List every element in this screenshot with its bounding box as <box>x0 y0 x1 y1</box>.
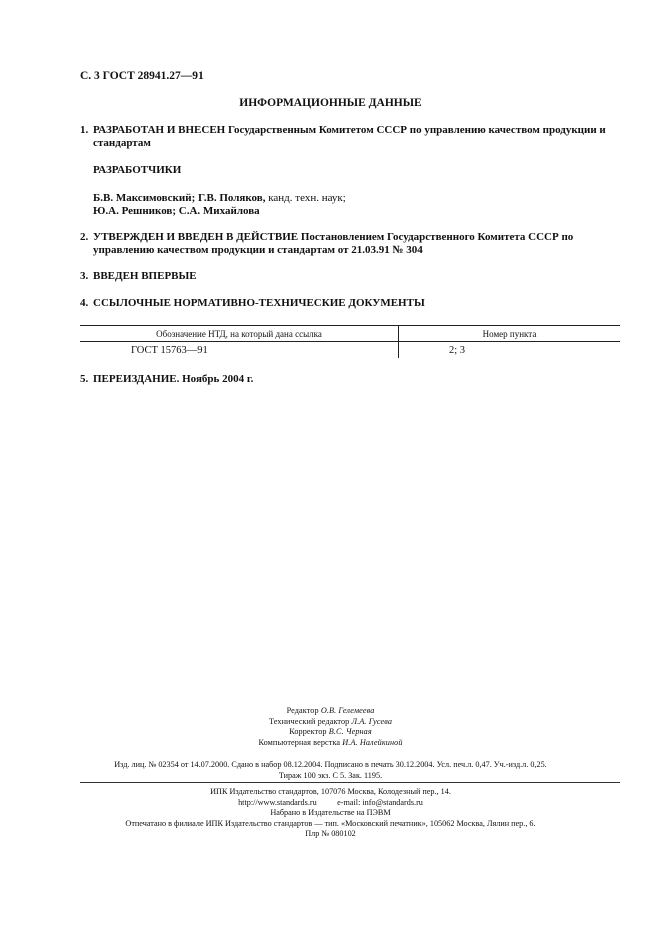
section-4 <box>80 297 620 310</box>
column-header-doc: Обозначение НТД, на который дана ссылка <box>80 326 399 342</box>
section-number: 1. <box>80 124 89 136</box>
publisher-line-1: ИПК Издательство стандартов, 107076 Москва, Колодезный пер., 14. <box>210 787 451 796</box>
section-3 <box>80 270 620 283</box>
publisher-line-3: Набрано в Издательстве на ПЭВМ <box>270 808 391 817</box>
section-number: 3. <box>80 270 89 282</box>
section-text: ССЫЛОЧНЫЕ НОРМАТИВНО-ТЕХНИЧЕСКИЕ ДОКУМЕНТЫ <box>93 297 425 309</box>
section-1 <box>80 124 620 150</box>
credits-block <box>0 706 661 748</box>
table-header-row <box>80 326 620 342</box>
section-text: ПЕРЕИЗДАНИЕ. Ноябрь 2004 г. <box>93 373 254 385</box>
divider <box>80 782 620 783</box>
developers-line-1 <box>93 192 613 206</box>
reference-table <box>80 325 620 358</box>
document-title: ИНФОРМАЦИОННЫЕ ДАННЫЕ <box>239 97 422 109</box>
imprint-block <box>0 760 661 781</box>
developers-block <box>93 164 613 219</box>
developers-line-2: Ю.А. Решников; С.А. Михайлова <box>93 205 260 217</box>
publisher-block <box>0 787 661 840</box>
publisher-line-5: Плр № 080102 <box>305 829 356 838</box>
credit-editor: Редактор О.В. Гелемеева <box>286 706 375 715</box>
section-number: 2. <box>80 231 89 243</box>
section-5 <box>80 373 620 386</box>
credit-layout: Компьютерная верстка И.А. Налейкиной <box>258 737 403 747</box>
section-text: РАЗРАБОТАН И ВНЕСЕН Государственным Комитетом СССР по управлению качеством продукции и стандартам <box>93 124 606 149</box>
section-text: ВВЕДЕН ВПЕРВЫЕ <box>93 270 197 282</box>
section-2 <box>80 231 620 257</box>
column-header-clause: Номер пункта <box>399 326 621 342</box>
publisher-line-2: http://www.standards.ru e-mail: info@standards.ru <box>238 797 423 807</box>
developer-names-1: Б.В. Максимовский; Г.В. Поляков, <box>93 191 266 204</box>
developer-degree: канд. техн. наук; <box>265 191 346 204</box>
table-row <box>80 342 620 359</box>
page-header: С. 3 ГОСТ 28941.27—91 <box>80 70 204 82</box>
credit-corrector: Корректор В.С. Черная <box>289 727 372 736</box>
section-number: 4. <box>80 297 89 309</box>
cell-doc: ГОСТ 15763—91 <box>80 342 399 359</box>
developers-heading: РАЗРАБОТЧИКИ <box>93 164 182 176</box>
section-number: 5. <box>80 373 89 385</box>
section-text: УТВЕРЖДЕН И ВВЕДЕН В ДЕЙСТВИЕ Постановлением Государственного Комитета СССР по управлению качеством продукции и стандартам от 21.03.91 № 304 <box>93 231 574 256</box>
credit-tech-editor: Технический редактор Л.А. Гусева <box>268 716 393 726</box>
imprint-line-1: Изд. лиц. № 02354 от 14.07.2000. Сдано в набор 08.12.2004. Подписано в печать 30.12.2004. Усл. печ.л. 0,47. Уч.-изд.л. 0,25. <box>114 760 547 769</box>
cell-clause: 2; 3 <box>449 344 466 356</box>
imprint-line-2: Тираж 100 экз. С 5. Зак. 1195. <box>278 770 383 780</box>
publisher-line-4: Отпечатано в филиале ИПК Издательство стандартов — тип. «Московский печатник», 105062 Москва, Лялин пер., 6. <box>125 818 536 828</box>
